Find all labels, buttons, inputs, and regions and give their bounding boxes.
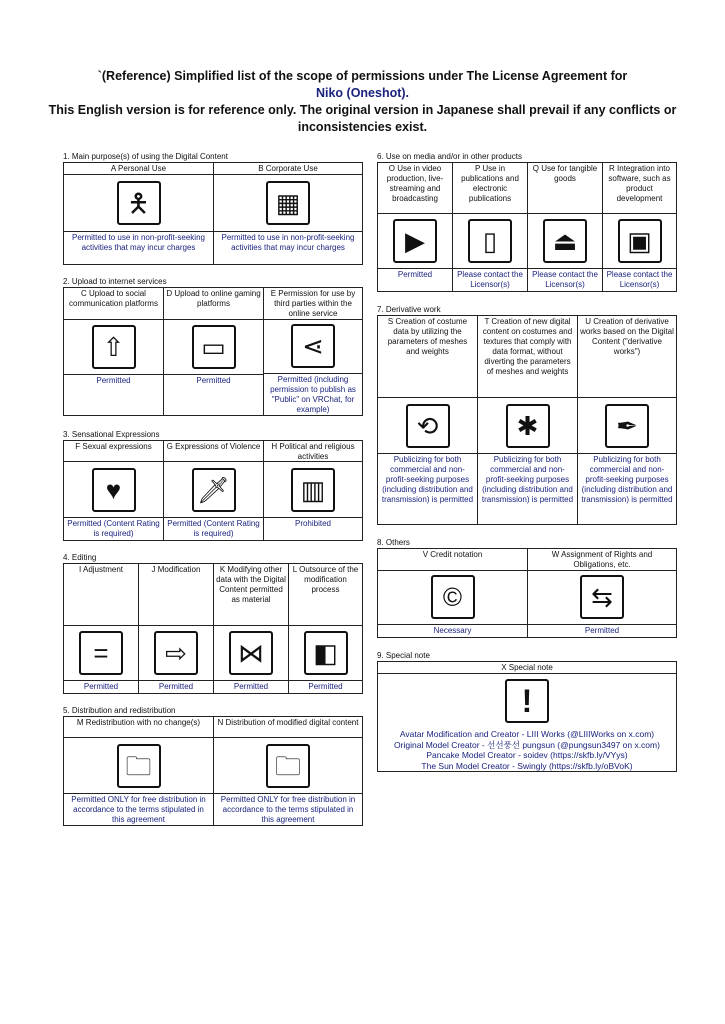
section-editing — [63, 553, 363, 694]
column-label: E Permission for use by third parties within the online service — [264, 288, 362, 320]
column-label: Q Use for tangible goods — [528, 163, 602, 214]
column-tangible-goods — [528, 163, 603, 291]
person-icon: 🯅 — [117, 181, 161, 225]
upload-cat-icon: ⇧ — [92, 325, 136, 369]
permission-text: Permitted ONLY for free distribution in accordance to the terms stipulated in this agreement — [71, 794, 206, 824]
section-derivative-work — [377, 305, 677, 525]
column-label: O Use in video production, live-streaming and broadcasting — [378, 163, 452, 214]
permission-text: Permitted (Content Rating is required) — [67, 519, 160, 538]
column-label: B Corporate Use — [214, 163, 362, 175]
column-label: K Modifying other data with the Digital Content permitted as material — [214, 564, 288, 626]
section-upload — [63, 277, 363, 416]
column-corporate-use — [214, 163, 362, 264]
permission-text: Permitted (Content Rating is required) — [167, 519, 260, 538]
permission-text: Permitted — [233, 682, 269, 691]
adjust-icon: = — [79, 631, 123, 675]
column-publications — [453, 163, 528, 291]
permission-text: Publicizing for both commercial and non-profit-seeking purposes (including distribution and transmission) is permitted — [381, 455, 474, 504]
book-cat-icon: ▯ — [468, 219, 512, 263]
permission-text: Please contact the Licensor(s) — [606, 270, 673, 289]
column-new-digital-content — [478, 316, 578, 524]
video-cat-icon: ▶ — [393, 219, 437, 263]
header-line-1: `(Reference) Simplified list of the scope of permissions under The License Agreement for — [97, 69, 628, 83]
section-title: 9. Special note — [377, 651, 430, 660]
section-others — [377, 538, 677, 638]
outsource-icon: ◧ — [304, 631, 348, 675]
section-title: 6. Use on media and/or in other products — [377, 152, 522, 161]
texture-icon: ✱ — [506, 404, 550, 448]
permission-text: Publicizing for both commercial and non-profit-seeking purposes (including distribution and transmission) is permitted — [481, 455, 574, 504]
permission-text: Permitted to use in non-profit-seeking activities that may incur charges — [72, 233, 205, 252]
column-gaming-platforms — [164, 288, 264, 415]
credit-line: Pancake Model Creator - soidev (https://skfb.ly/VYys) — [426, 750, 628, 760]
column-special-note — [378, 662, 676, 771]
permission-text: Prohibited — [294, 519, 332, 528]
column-modified-distribution — [214, 717, 362, 825]
section-media-use — [377, 152, 677, 292]
column-label: D Upload to online gaming platforms — [164, 288, 263, 320]
permission-text: Please contact the Licensor(s) — [457, 270, 523, 289]
column-video-production — [378, 163, 453, 291]
column-label: A Personal Use — [64, 163, 213, 175]
share-people-icon: ⋖ — [291, 324, 335, 368]
folder-edit-icon: 🗀 — [266, 744, 310, 788]
section-main-purpose — [63, 152, 363, 265]
column-label: J Modification — [139, 564, 213, 626]
knife-icon: 🗡 — [192, 468, 236, 512]
column-label: P Use in publications and electronic publications — [453, 163, 527, 214]
column-sexual-expressions — [64, 441, 164, 540]
header-line-4: inconsistencies exist. — [297, 120, 428, 134]
column-label: F Sexual expressions — [64, 441, 163, 462]
permission-text: Permitted — [83, 682, 119, 691]
column-modification — [139, 564, 214, 693]
column-label: M Redistribution with no change(s) — [64, 717, 213, 738]
permission-text: Permitted (including permission to publish as "Public" on VRChat, for example) — [270, 374, 356, 414]
pen-icon: ✒ — [605, 404, 649, 448]
document-header — [0, 68, 725, 136]
column-label: R Integration into software, such as product development — [603, 163, 676, 214]
podium-icon: ▥ — [291, 468, 335, 512]
modify-icon: ⇨ — [154, 631, 198, 675]
permission-text: Permitted — [584, 626, 620, 636]
section-title: 7. Derivative work — [377, 305, 441, 314]
header-title-model: Niko (Oneshot). — [315, 86, 410, 100]
section-distribution — [63, 706, 363, 826]
column-label: H Political and religious activities — [264, 441, 362, 462]
figure-cat-icon: ⏏ — [543, 219, 587, 263]
header-line-3: This English version is for reference only. The original version in Japanese shall prevail if any conflicts or — [48, 103, 677, 117]
column-software-integration — [603, 163, 676, 291]
column-personal-use — [64, 163, 214, 264]
credit-line: The Sun Model Creator - Swingly (https://skfb.ly/oBVoK) — [421, 760, 633, 771]
permission-text: Permitted — [158, 682, 194, 691]
column-label: L Outsource of the modification process — [289, 564, 362, 626]
transfer-icon: ⇆ — [580, 575, 624, 619]
column-modifying-other-data — [214, 564, 289, 693]
permission-text: Permitted — [308, 682, 343, 691]
section-title: 1. Main purpose(s) of using the Digital Content — [63, 152, 228, 161]
costume-icon: ⟲ — [406, 404, 450, 448]
permission-text: Permitted — [196, 376, 231, 385]
section-title: 5. Distribution and redistribution — [63, 706, 176, 715]
building-icon: ▦ — [266, 181, 310, 225]
column-label: G Expressions of Violence — [164, 441, 263, 462]
permission-text: Permitted — [397, 270, 433, 279]
column-third-party-use — [264, 288, 362, 415]
ribbon-cat-icon: ⋈ — [229, 631, 273, 675]
credit-line: Original Model Creator - 선선풍선 pungsun (@pungsun3497 on x.com) — [394, 739, 660, 750]
copyright-icon: © — [431, 575, 475, 619]
column-label: I Adjustment — [64, 564, 138, 626]
section-sensational-expressions — [63, 430, 363, 541]
permission-text: Permitted to use in non-profit-seeking activities that may incur charges — [221, 233, 355, 252]
exclamation-icon: ! — [505, 679, 549, 723]
permission-text: Permitted ONLY for free distribution in accordance to the terms stipulated in this agreement — [220, 794, 356, 824]
column-label: U Creation of derivative works based on the Digital Content ("derivative works") — [578, 316, 676, 398]
column-label: S Creation of costume data by utilizing the parameters of meshes and weights — [378, 316, 477, 398]
column-assignment-of-rights — [528, 549, 676, 637]
column-label: T Creation of new digital content on costumes and textures that comply with data format, without diverting the parameters of meshes and weights — [478, 316, 577, 398]
column-costume-data — [378, 316, 478, 524]
credit-line: Avatar Modification and Creator - LIII Works (@LIIIWorks on x.com) — [399, 729, 655, 739]
section-title: 4. Editing — [63, 553, 97, 562]
column-adjustment — [64, 564, 139, 693]
section-title: 8. Others — [377, 538, 410, 547]
section-title: 2. Upload to internet services — [63, 277, 167, 286]
column-label: N Distribution of modified digital content — [214, 717, 362, 738]
section-special-note — [377, 651, 677, 772]
hearts-icon: ♥ — [92, 468, 136, 512]
column-redistribution — [64, 717, 214, 825]
permission-text: Necessary — [433, 626, 472, 636]
column-violence — [164, 441, 264, 540]
column-label: W Assignment of Rights and Obligations, etc. — [528, 549, 676, 571]
monitor-cat-icon: ▭ — [192, 325, 236, 369]
permission-text: Publicizing for both commercial and non-profit-seeking purposes (including distribution and transmission) is permitted — [581, 455, 673, 504]
permission-text: Permitted — [96, 376, 131, 385]
column-credit-notation — [378, 549, 528, 637]
column-label: V Credit notation — [378, 549, 527, 571]
column-label: X Special note — [378, 662, 676, 674]
column-political-religious — [264, 441, 362, 540]
column-outsource — [289, 564, 362, 693]
column-derivative-works — [578, 316, 676, 524]
folder-share-icon: 🗀 — [117, 744, 161, 788]
special-note-credits — [378, 729, 676, 771]
permission-text: Please contact the Licensor(s) — [532, 270, 598, 289]
window-cat-icon: ▣ — [618, 219, 662, 263]
column-label: C Upload to social communication platforms — [64, 288, 163, 320]
section-title: 3. Sensational Expressions — [63, 430, 160, 439]
column-social-platforms — [64, 288, 164, 415]
